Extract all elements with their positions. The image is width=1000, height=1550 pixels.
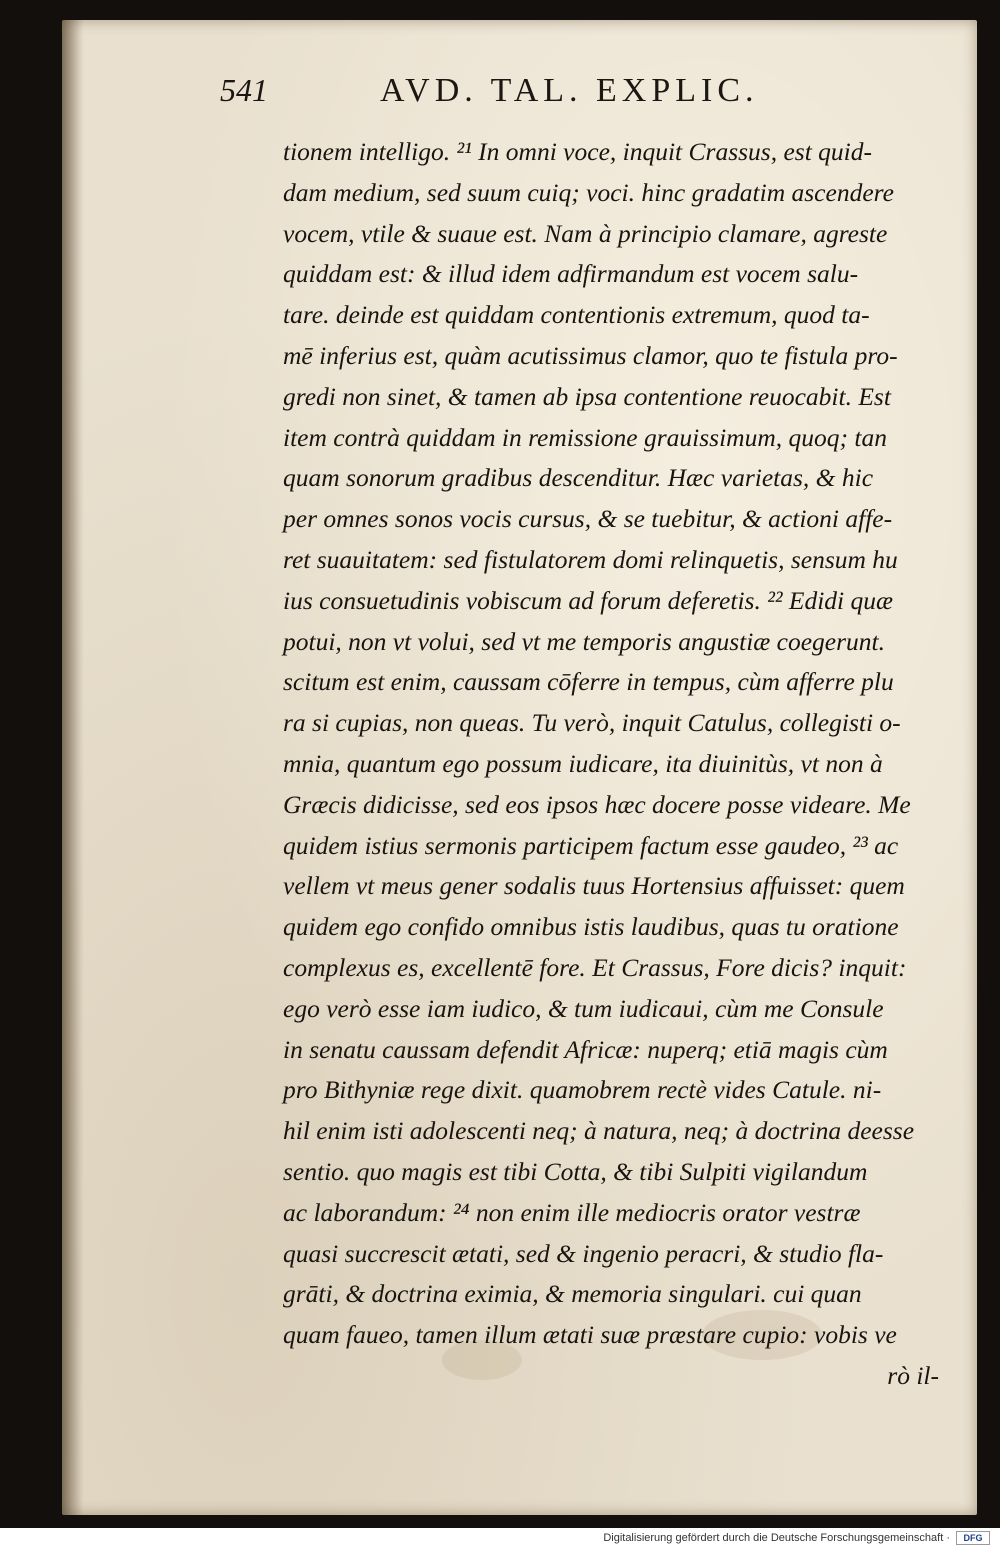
text-line: in senatu caussam defendit Africæ: nuperq; etiā magis cùm: [283, 1034, 888, 1064]
text-line: ret suauitatem: sed fistulatorem domi relinquetis, sensum hu: [283, 544, 898, 574]
funding-credit: Digitalisierung gefördert durch die Deutsche Forschungsgemeinschaft ·: [603, 1532, 950, 1544]
text-line: mē inferius est, quàm acutissimus clamor, quo te fistula pro-: [283, 340, 898, 370]
text-line: per omnes sonos vocis cursus, & se tuebitur, & actioni affe-: [283, 504, 893, 534]
text-line: Græcis didicisse, sed eos ipsos hæc docere posse videare. Me: [283, 789, 911, 819]
catchword: rò il-: [887, 1360, 939, 1390]
text-line: tionem intelligo. ²¹ In omni voce, inquit Crassus, est quid-: [283, 137, 872, 166]
dfg-logo: DFG: [956, 1531, 990, 1545]
body-text: [283, 132, 983, 1397]
text-line: ra si cupias, non queas. Tu verò, inquit Catulus, collegisti o-: [283, 708, 901, 738]
text-line: pro Bithyniæ rege dixit. quamobrem rectè vides Catule. ni-: [283, 1075, 882, 1105]
text-line: quidem istius sermonis participem factum esse gaudeo, ²³ ac: [283, 830, 899, 860]
text-line: ius consuetudinis vobiscum ad forum deferetis. ²² Edidi quæ: [283, 585, 894, 615]
text-line: item contrà quiddam in remissione grauissimum, quoq; tan: [283, 422, 887, 452]
text-line: dam medium, sed suum cuiq; voci. hinc gradatim ascendere: [283, 177, 894, 207]
text-line: complexus es, excellentē fore. Et Crassus, Fore dicis? inquit:: [283, 952, 907, 982]
text-line: vocem, vtile & suaue est. Nam à principio clamare, agreste: [283, 218, 888, 248]
text-line: scitum est enim, caussam cōferre in tempus, cùm afferre plu: [283, 667, 894, 697]
text-line: tare. deinde est quiddam contentionis extremum, quod ta-: [283, 300, 870, 330]
text-line: ego verò esse iam iudico, & tum iudicaui, cùm me Consule: [283, 993, 884, 1023]
text-line: sentio. quo magis est tibi Cotta, & tibi Sulpiti vigilandum: [283, 1156, 868, 1186]
text-line: hil enim isti adolescenti neq; à natura, neq; à doctrina deesse: [283, 1116, 915, 1146]
spine-shadow: [62, 20, 84, 1515]
running-title: AVD. TAL. EXPLIC.: [380, 72, 759, 109]
text-line: potui, non vt volui, sed vt me temporis angustiæ coegerunt.: [283, 626, 886, 656]
text-line: quidem ego confido omnibus istis laudibus, quas tu oratione: [283, 912, 899, 942]
text-line: quasi succrescit ætati, sed & ingenio peracri, & studio fla-: [283, 1238, 884, 1268]
text-line: mnia, quantum ego possum iudicare, ita diuinitùs, vt non à: [283, 748, 883, 778]
running-head: [220, 72, 840, 132]
text-line: quiddam est: & illud idem adfirmandum est vocem salu-: [283, 259, 859, 289]
text-line: quam faueo, tamen illum ætati suæ præstare cupio: vobis ve: [283, 1320, 897, 1350]
page-number: 541: [220, 72, 268, 108]
text-line: quam sonorum gradibus descenditur. Hæc varietas, & hic: [283, 463, 874, 493]
text-line: ac laborandum: ²⁴ non enim ille mediocris orator vestræ: [283, 1197, 861, 1227]
text-line: vellem vt meus gener sodalis tuus Hortensius affuisset: quem: [283, 871, 905, 901]
text-line: grāti, & doctrina eximia, & memoria singulari. cui quan: [283, 1279, 862, 1309]
text-line: gredi non sinet, & tamen ab ipsa contentione reuocabit. Est: [283, 381, 891, 411]
